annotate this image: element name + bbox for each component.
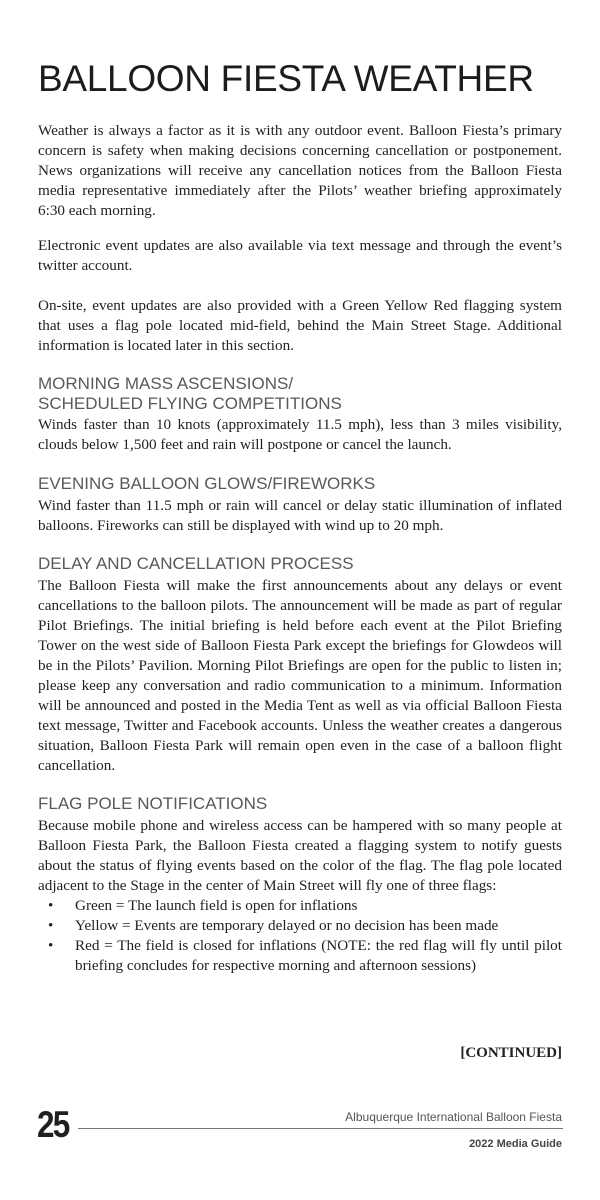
flag-intro: Because mobile phone and wireless access can be hampered with so many people at Balloon Fiesta Park, the Balloon Fiesta created a flagging system to notify guests about the status of flying events based on the color of the flag. The flag pole located adjacent to the Stage in the center of Main Street will fly one of three flags:: [38, 817, 562, 894]
page-number: 25: [37, 1104, 69, 1145]
section-body: Wind faster than 11.5 mph or rain will cancel or delay static illumination of inflated balloons. Fireworks can still be displayed with wind up to 20 mph.: [38, 497, 562, 534]
list-item-text: Red = The field is closed for inflations (NOTE: the red flag will fly until pilot briefing concludes for respective morning and afternoon sessions): [75, 937, 562, 974]
page-title: BALLOON FIESTA WEATHER: [38, 58, 534, 99]
section-body: Winds faster than 10 knots (approximately 11.5 mph), less than 3 miles visibility, clouds below 1,500 feet and rain will postpone or cancel the launch.: [38, 416, 562, 453]
intro-paragraph: On-site, event updates are also provided with a Green Yellow Red flagging system that uses a flag pole located mid-field, behind the Main Street Stage. Additional information is located later in this section.: [38, 297, 562, 354]
footer-divider: [78, 1128, 563, 1129]
continued-label: [CONTINUED]: [460, 1045, 562, 1061]
section-body: The Balloon Fiesta will make the first announcements about any delays or event cancellations to the balloon pilots. The announcement will be made as part of regular Pilot Briefings. The initial briefing is held before each event at the Pilot Briefing Tower on the west side of Balloon Fiesta Park except the briefings for Glowdeos will be in the Pilots’ Pavilion. Morning Pilot Briefings are open for the public to listen in; please keep any conversation and radio communication to a minimum. Information will be announced and posted in the Media Tent as well as via official Balloon Fiesta text message, Twitter and Facebook accounts. Unless the weather creates a dangerous situation, Balloon Fiesta Park will remain open even in the case of a balloon flight cancellation.: [38, 577, 562, 774]
list-item-text: Green = The launch field is open for inflations: [75, 897, 358, 914]
section-body: [38, 816, 562, 976]
footer-org: Albuquerque International Balloon Fiesta: [345, 1110, 562, 1124]
list-item: • Yellow = Events are temporary delayed or no decision has been made: [48, 917, 499, 934]
list-item: • Green = The launch field is open for inflations: [48, 897, 358, 914]
intro-paragraph: Weather is always a factor as it is with any outdoor event. Balloon Fiesta’s primary concern is safety when making decisions concerning cancellation or postponement. News organizations will receive any cancellation notices from the Balloon Fiesta media representative immediately after the Pilots’ weather briefing approximately 6:30 each morning.: [38, 122, 562, 219]
intro-paragraph: Electronic event updates are also available via text message and through the event’s twitter account.: [38, 237, 562, 274]
section-heading: EVENING BALLOON GLOWS/FIREWORKS: [38, 474, 376, 493]
heading-line: SCHEDULED FLYING COMPETITIONS: [38, 394, 342, 413]
list-item-text: Yellow = Events are temporary delayed or no decision has been made: [75, 917, 499, 934]
section-heading: [38, 374, 562, 414]
flag-list: [38, 896, 562, 976]
list-item: • Red = The field is closed for inflations (NOTE: the red flag will fly until pilot briefing concludes for respective morning and afternoon sessions): [48, 937, 562, 974]
footer-guide: 2022 Media Guide: [469, 1138, 562, 1150]
section-heading: FLAG POLE NOTIFICATIONS: [38, 794, 268, 813]
section-heading: DELAY AND CANCELLATION PROCESS: [38, 554, 354, 573]
heading-line: MORNING MASS ASCENSIONS/: [38, 374, 294, 393]
